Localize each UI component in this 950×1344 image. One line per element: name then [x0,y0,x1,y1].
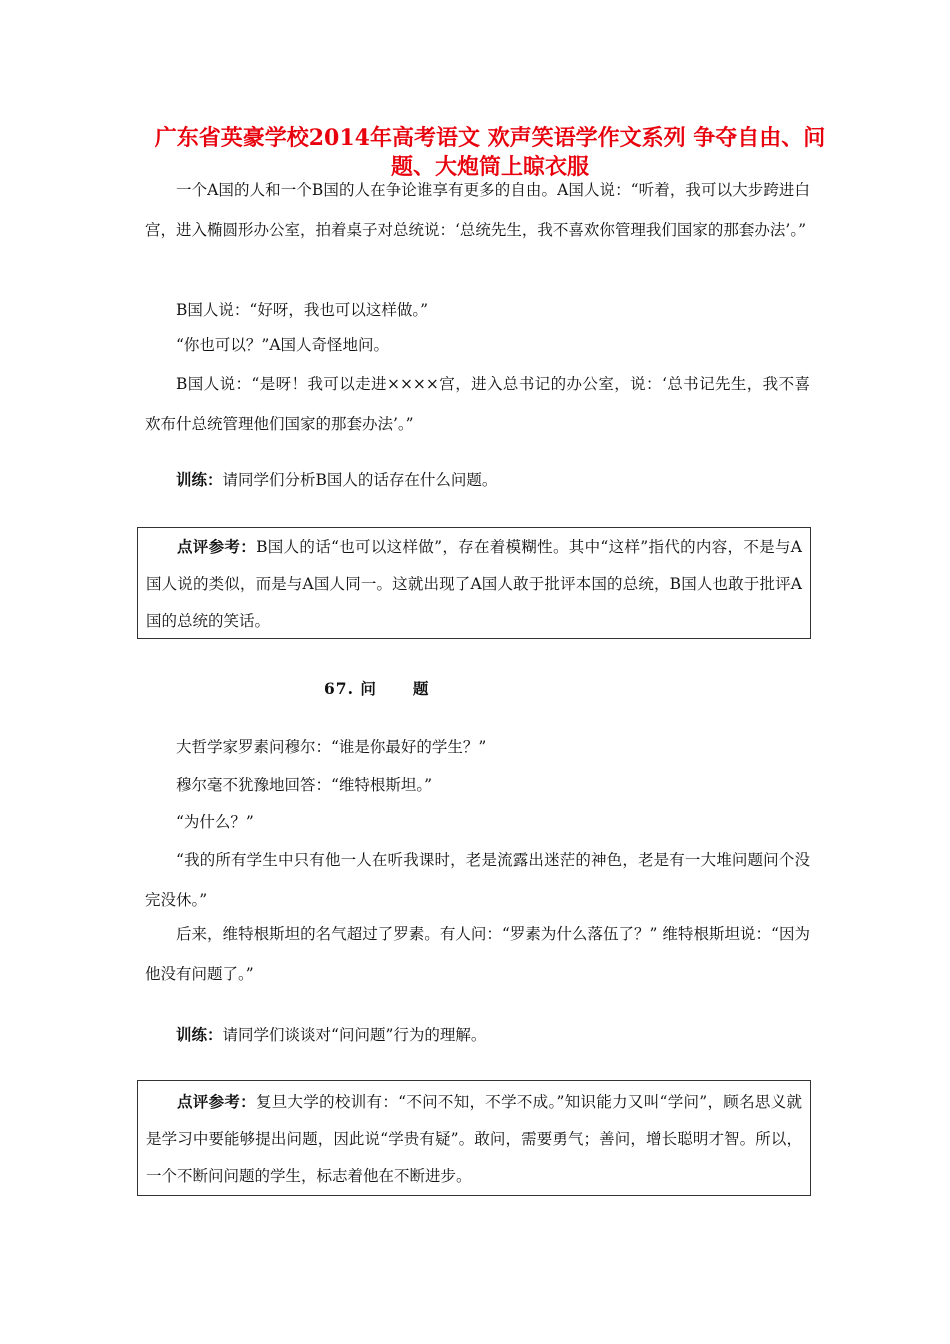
section-title-char-1: 问 [360,679,377,698]
story1-comment-box [137,527,811,639]
comment-label: 点评参考： [177,537,257,556]
story2-paragraph-5: 后来，维特根斯坦的名气超过了罗素。有人问：“罗素为什么落伍了？” 维特根斯坦说：“因为他没有问题了。” [145,925,810,983]
section-title-char-2: 题 [412,679,430,698]
training-label: 训练： [176,470,223,489]
story2-comment [146,1081,802,1195]
section-number: 67. [324,679,354,698]
comment-text: B国人的话“也可以这样做”，存在着模糊性。其中“这样”指代的内容，不是与A国人说的类似，而是与A国人同一。这就出现了A国人敢于批评本国的总统，B国人也敢于批评A国的总统的笑话。 [146,538,802,630]
training-text: 请同学们分析B国人的话存在什么问题。 [222,471,498,489]
story1-training [145,460,810,500]
comment-text: 复旦大学的校训有：“不问不知，不学不成。”知识能力又叫“学问”，顾名思义就是学习中要能够提出问题，因此说“学贵有疑”。敢问，需要勇气；善问，增长聪明才智。所以，一个不断问问题的学生，标志着他在不断进步。 [146,1093,802,1185]
story2-comment-box [137,1080,811,1196]
training-text: 请同学们谈谈对“问问题”行为的理解。 [222,1026,487,1044]
story2-paragraph-2: 穆尔毫不犹豫地回答：“维特根斯坦。” [176,776,433,794]
story1-paragraph-2: B国人说：“好呀，我也可以这样做。” [176,301,428,319]
comment-label: 点评参考： [177,1092,256,1111]
story2-paragraph-3: “为什么？” [176,813,254,831]
document-title: 广东省英豪学校2014年高考语文 欢声笑语学作文系列 争夺自由、问题、大炮筒上晾衣服 [154,125,826,180]
story1-paragraph-3: “你也可以？”A国人奇怪地问。 [176,336,390,354]
story1-paragraph-1: 一个A国的人和一个B国的人在争论谁享有更多的自由。A国人说：“听着，我可以大步跨进白宫，进入椭圆形办公室，拍着桌子对总统说：‘总统先生，我不喜欢你管理我们国家的那套办法’。” [145,181,810,239]
section-heading [324,677,429,699]
story2-paragraph-4: “我的所有学生中只有他一人在听我课时，老是流露出迷茫的神色，老是有一大堆问题问个没完没休。” [145,851,810,909]
story1-paragraph-4: B国人说：“是呀！我可以走进××××宫，进入总书记的办公室，说：‘总书记先生，我不喜欢布什总统管理他们国家的那套办法’。” [145,375,810,433]
story2-training [145,1015,810,1055]
story2-paragraph-1: 大哲学家罗素问穆尔：“谁是你最好的学生？” [176,738,487,756]
training-label: 训练： [176,1025,223,1044]
story1-comment [146,528,802,640]
